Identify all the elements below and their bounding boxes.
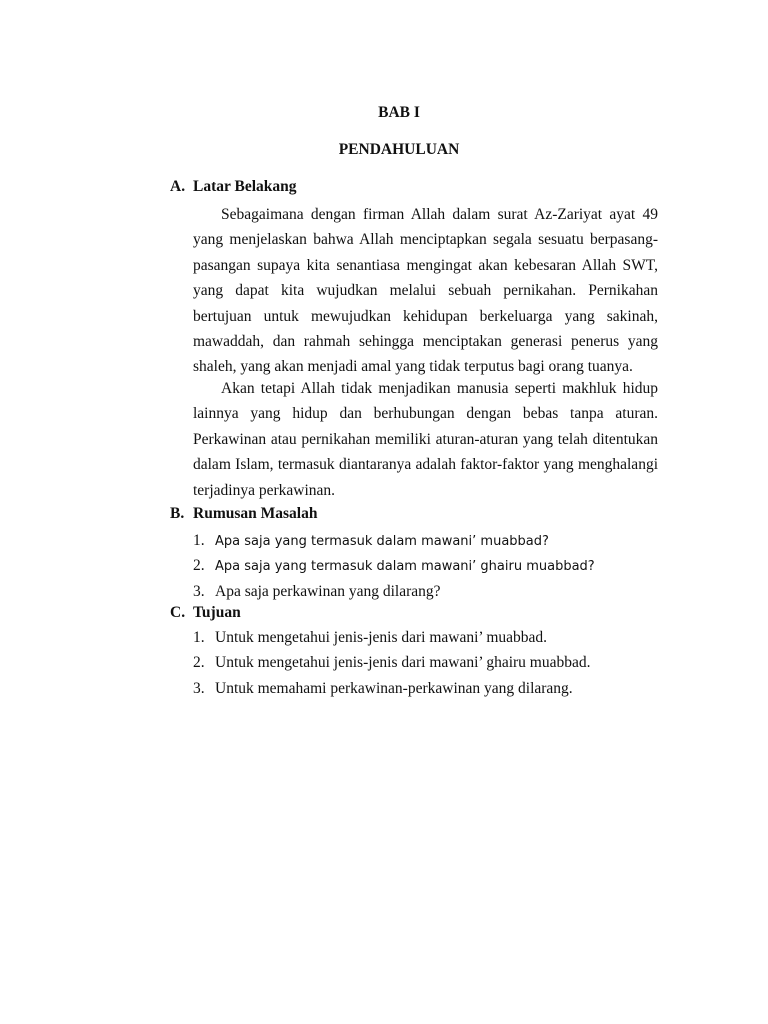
list-number: 1.	[193, 532, 205, 549]
section-letter: A.	[170, 178, 186, 195]
rumusan-masalah-list	[193, 528, 595, 604]
tujuan-list	[193, 625, 590, 701]
section-heading-tujuan	[170, 604, 241, 622]
section-heading-latar-belakang	[170, 178, 297, 196]
chapter-number: BAB I	[378, 104, 420, 121]
list-number: 1.	[193, 629, 205, 646]
paragraph-1: Sebagaimana dengan firman Allah dalam surat Az-Zariyat ayat 49 yang menjelaskan bahwa Allah menciptapkan segala sesuatu berpasang-pasangan supaya kita senantiasa mengingat akan kebesaran Allah SWT, yang dapat kita wujudkan melalui sebuah pernikahan. Pernikahan bertujuan untuk mewujudkan kehidupan berkeluarga yang sakinah, mawaddah, dan rahmah sehingga menciptakan generasi penerus yang shaleh, yang akan menjadi amal yang tidak terputus bagi orang tuanya.	[193, 206, 658, 376]
paragraph-2: Akan tetapi Allah tidak menjadikan manusia seperti makhluk hidup lainnya yang hidup dan berhubungan dengan bebas tanpa aturan. Perkawinan atau pernikahan memiliki aturan-aturan yang telah ditentukan dalam Islam, termasuk diantaranya adalah faktor-faktor yang menghalangi terjadinya perkawinan.	[193, 380, 658, 499]
list-number: 3.	[193, 582, 205, 600]
section-letter: B.	[170, 505, 185, 522]
list-text: Untuk mengetahui jenis-jenis dari mawani’ muabbad.	[215, 629, 548, 646]
section-heading-rumusan-masalah	[170, 505, 317, 523]
list-item	[193, 528, 595, 553]
list-number: 3.	[193, 679, 205, 697]
list-number: 2.	[193, 557, 205, 575]
list-number: 2.	[193, 654, 205, 672]
chapter-title: PENDAHULUAN	[338, 141, 460, 158]
section-title: Latar Belakang	[193, 178, 297, 195]
list-item	[193, 553, 595, 578]
list-item	[193, 579, 595, 604]
list-text: Apa saja yang termasuk dalam mawani’ muabbad?	[215, 534, 549, 549]
list-text: Untuk mengetahui jenis-jenis dari mawani’ ghairu muabbad.	[215, 654, 591, 672]
list-item	[193, 676, 590, 701]
section-title: Rumusan Masalah	[193, 505, 318, 522]
list-item	[193, 625, 590, 650]
list-text: Untuk memahami perkawinan-perkawinan yang dilarang.	[215, 679, 573, 697]
section-letter: C.	[170, 604, 186, 621]
list-text: Apa saja perkawinan yang dilarang?	[215, 582, 441, 600]
section-title: Tujuan	[193, 604, 241, 621]
list-item	[193, 650, 590, 675]
list-text: Apa saja yang termasuk dalam mawani’ ghairu muabbad?	[215, 559, 595, 575]
